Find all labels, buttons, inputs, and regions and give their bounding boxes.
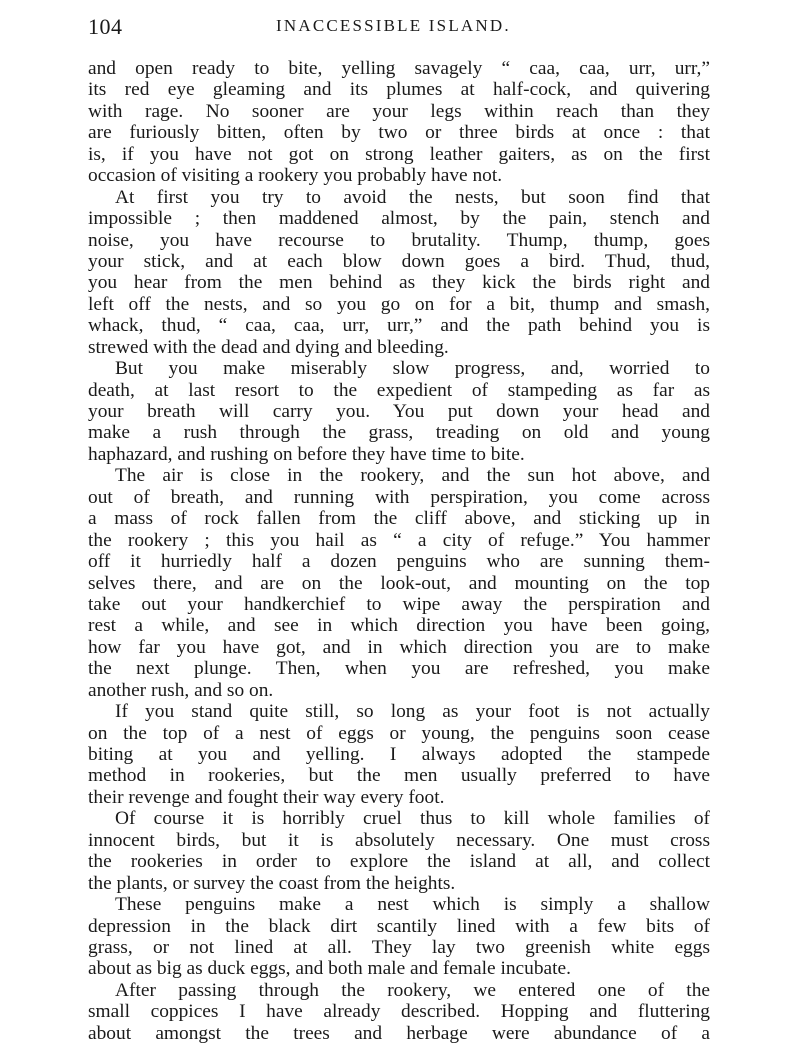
text-line: These penguins make a nest which is simply a shallow bbox=[115, 894, 710, 916]
text-line: innocent birds, but it is absolutely necessary. One must cross bbox=[88, 829, 710, 851]
text-line: are furiously bitten, often by two or three birds at once : that bbox=[88, 122, 710, 144]
text-line: small coppices I have already described. Hopping and fluttering bbox=[88, 1001, 710, 1023]
text-line: about as big as duck eggs, and both male and female incubate. bbox=[88, 958, 571, 980]
text-line: you hear from the men behind as they kick the birds right and bbox=[88, 272, 710, 294]
text-line: noise, you have recourse to brutality. Thump, thump, goes bbox=[88, 229, 710, 251]
text-line: take out your handkerchief to wipe away the perspiration and bbox=[88, 593, 710, 615]
page-header bbox=[88, 14, 710, 48]
text-line: out of breath, and running with perspiration, you come across bbox=[88, 486, 710, 508]
text-line: The air is close in the rookery, and the sun hot above, and bbox=[115, 465, 710, 487]
text-line: rest a while, and see in which direction you have been going, bbox=[88, 615, 710, 637]
text-line: the next plunge. Then, when you are refreshed, you make bbox=[88, 658, 710, 680]
running-head: INACCESSIBLE ISLAND. bbox=[276, 16, 511, 35]
text-line: At first you try to avoid the nests, but soon find that bbox=[115, 186, 710, 208]
text-line: make a rush through the grass, treading on old and young bbox=[88, 422, 710, 444]
text-line: depression in the black dirt scantily lined with a few bits of bbox=[88, 915, 710, 937]
body-text bbox=[88, 58, 710, 1044]
text-line: how far you have got, and in which direction you are to make bbox=[88, 636, 710, 658]
page-number: 104 bbox=[88, 14, 123, 39]
text-line: your stick, and at each blow down goes a bird. Thud, thud, bbox=[88, 250, 710, 272]
text-line: haphazard, and rushing on before they have time to bite. bbox=[88, 443, 525, 465]
text-line: another rush, and so on. bbox=[88, 679, 274, 701]
text-line: left off the nests, and so you go on for a bit, thump and smash, bbox=[88, 293, 710, 315]
text-line: its red eye gleaming and its plumes at half-cock, and quivering bbox=[88, 79, 710, 101]
text-line: your breath will carry you. You put down your head and bbox=[88, 401, 710, 422]
text-line: biting at you and yelling. I always adopted the stampede bbox=[88, 744, 710, 765]
text-line: Of course it is horribly cruel thus to kill whole families of bbox=[115, 808, 710, 830]
text-line: After passing through the rookery, we entered one of the bbox=[115, 979, 710, 1001]
text-line: a mass of rock fallen from the cliff above, and sticking up in bbox=[88, 508, 710, 530]
text-line: death, at last resort to the expedient of stampeding as far as bbox=[88, 379, 710, 401]
text-line: grass, or not lined at all. They lay two greenish white eggs bbox=[88, 936, 710, 958]
text-line: whack, thud, “ caa, caa, urr, urr,” and the path behind you is bbox=[88, 315, 710, 337]
text-line: method in rookeries, but the men usually preferred to have bbox=[88, 765, 710, 787]
text-line: If you stand quite still, so long as your foot is not actually bbox=[115, 701, 710, 723]
text-line: strewed with the dead and dying and bleeding. bbox=[88, 336, 449, 358]
text-line: off it hurriedly half a dozen penguins who are sunning them- bbox=[88, 551, 710, 573]
text-line: the plants, or survey the coast from the heights. bbox=[88, 872, 456, 894]
text-line: impossible ; then maddened almost, by the pain, stench and bbox=[88, 208, 710, 230]
text-line: about amongst the trees and herbage were abundance of a bbox=[88, 1022, 710, 1044]
text-line: on the top of a nest of eggs or young, the penguins soon cease bbox=[88, 722, 710, 744]
text-line: and open ready to bite, yelling savagely “ caa, caa, urr, urr,” bbox=[88, 58, 710, 79]
text-line: the rookeries in order to explore the island at all, and collect bbox=[88, 851, 710, 873]
text-line: But you make miserably slow progress, and, worried to bbox=[115, 358, 710, 380]
text-line: with rage. No sooner are your legs within reach than they bbox=[88, 100, 710, 122]
text-line: selves there, and are on the look-out, and mounting on the top bbox=[88, 572, 710, 594]
text-line: their revenge and fought their way every foot. bbox=[88, 786, 445, 808]
text-line: is, if you have not got on strong leather gaiters, as on the first bbox=[88, 143, 710, 165]
text-line: the rookery ; this you hail as “ a city of refuge.” You hammer bbox=[88, 529, 710, 551]
text-line: occasion of visiting a rookery you probably have not. bbox=[88, 165, 503, 187]
